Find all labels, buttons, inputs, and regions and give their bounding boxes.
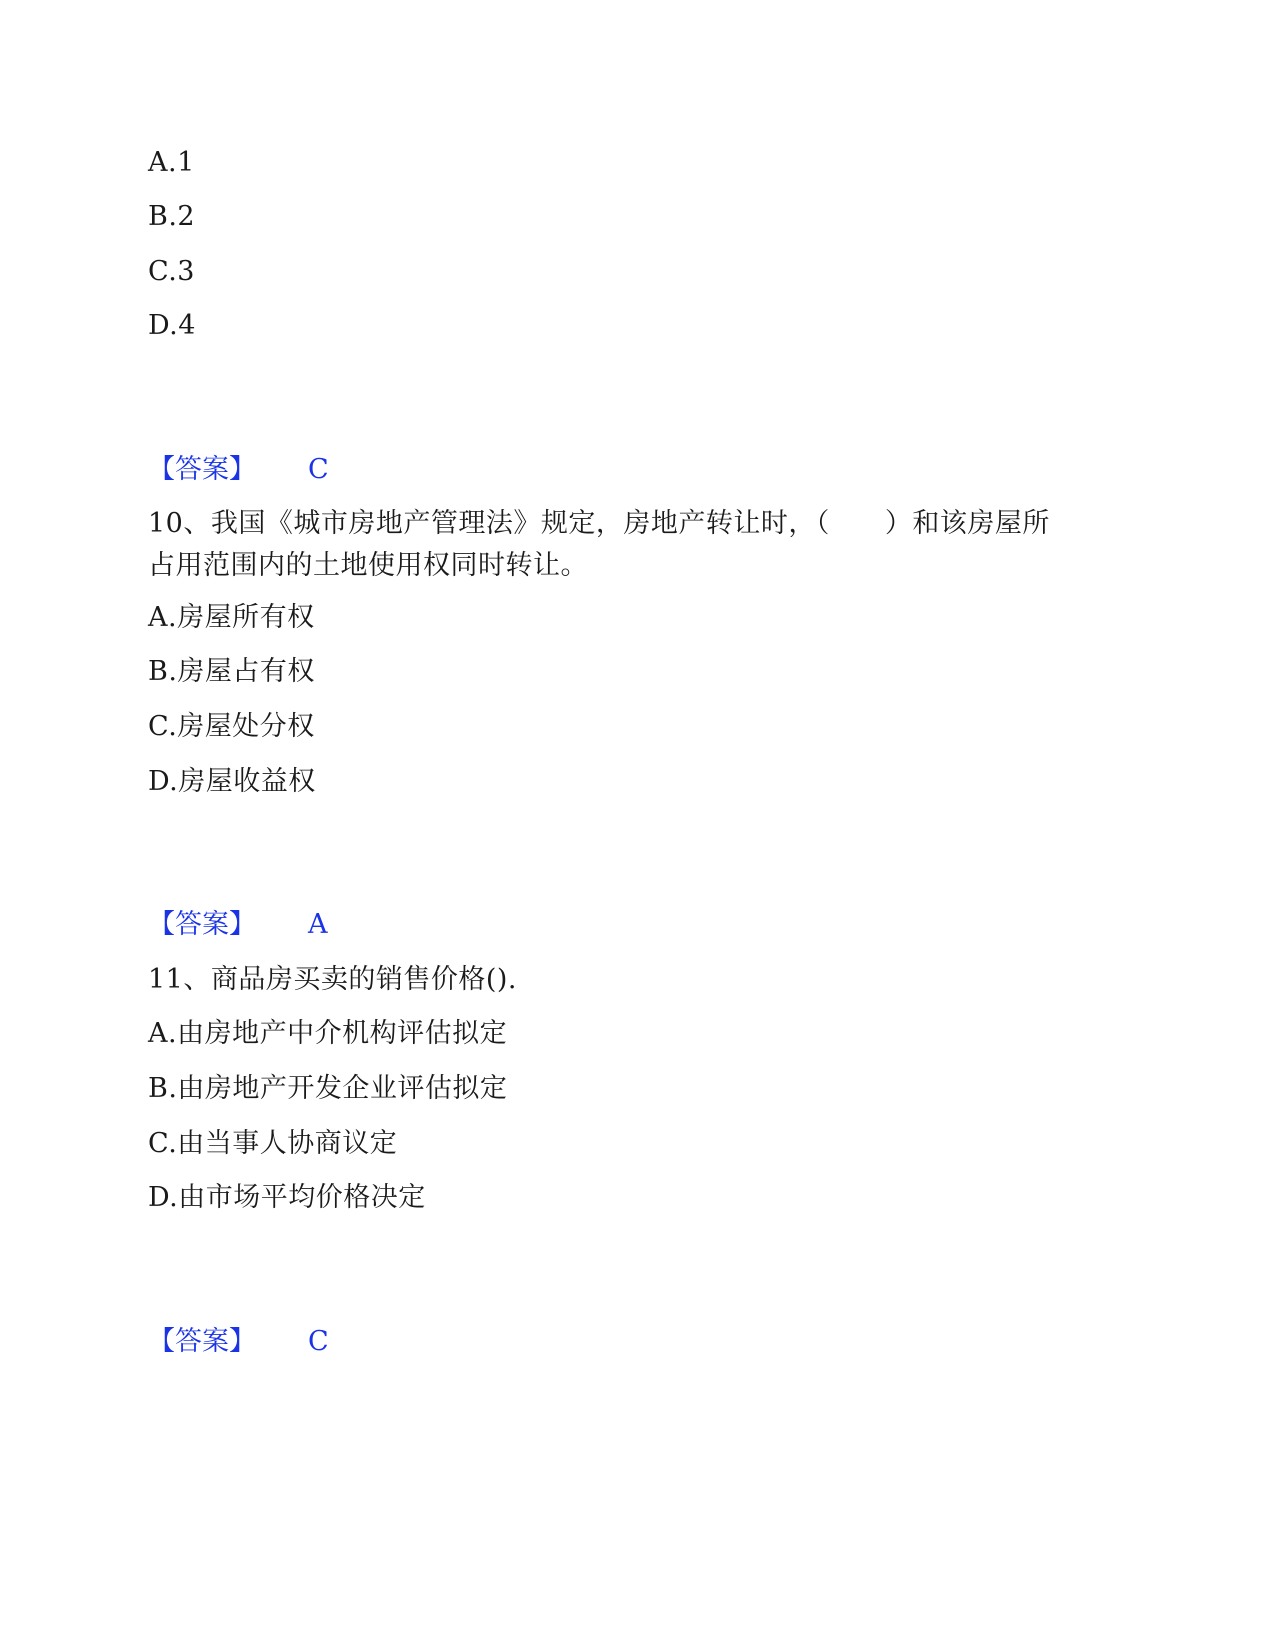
q11-option-c: C.由当事人协商议定 xyxy=(148,1128,398,1159)
q11-option-b: B.由房地产开发企业评估拟定 xyxy=(148,1073,508,1104)
q9-option-b: B.2 xyxy=(148,201,196,232)
answer-value: C xyxy=(308,1326,329,1357)
q11-stem: 11、商品房买卖的销售价格(). xyxy=(148,964,518,995)
q11-option-a: A.由房地产中介机构评估拟定 xyxy=(148,1018,508,1049)
q9-option-d: D.4 xyxy=(148,310,196,341)
answer-label: 【答案】 xyxy=(148,1326,256,1357)
q10-option-b: B.房屋占有权 xyxy=(148,656,315,687)
q10-option-a: A.房屋所有权 xyxy=(148,602,315,633)
q10-answer xyxy=(148,905,328,945)
q10-stem-line-2: 占用范围内的土地使用权同时转让。 xyxy=(148,550,588,581)
q11-answer xyxy=(148,1322,329,1362)
q10-stem xyxy=(148,503,1138,587)
q11-option-d: D.由市场平均价格决定 xyxy=(148,1182,426,1213)
answer-value: A xyxy=(308,909,328,940)
q10-option-d: D.房屋收益权 xyxy=(148,766,316,797)
q10-stem-line-1: 10、我国《城市房地产管理法》规定，房地产转让时，（ ）和该房屋所 xyxy=(148,508,1050,539)
q9-option-a: A.1 xyxy=(148,147,195,178)
q9-option-c: C.3 xyxy=(148,256,195,287)
q9-answer xyxy=(148,450,329,490)
q10-option-c: C.房屋处分权 xyxy=(148,711,315,742)
answer-value: C xyxy=(308,454,329,485)
answer-label: 【答案】 xyxy=(148,909,256,940)
answer-label: 【答案】 xyxy=(148,454,256,485)
